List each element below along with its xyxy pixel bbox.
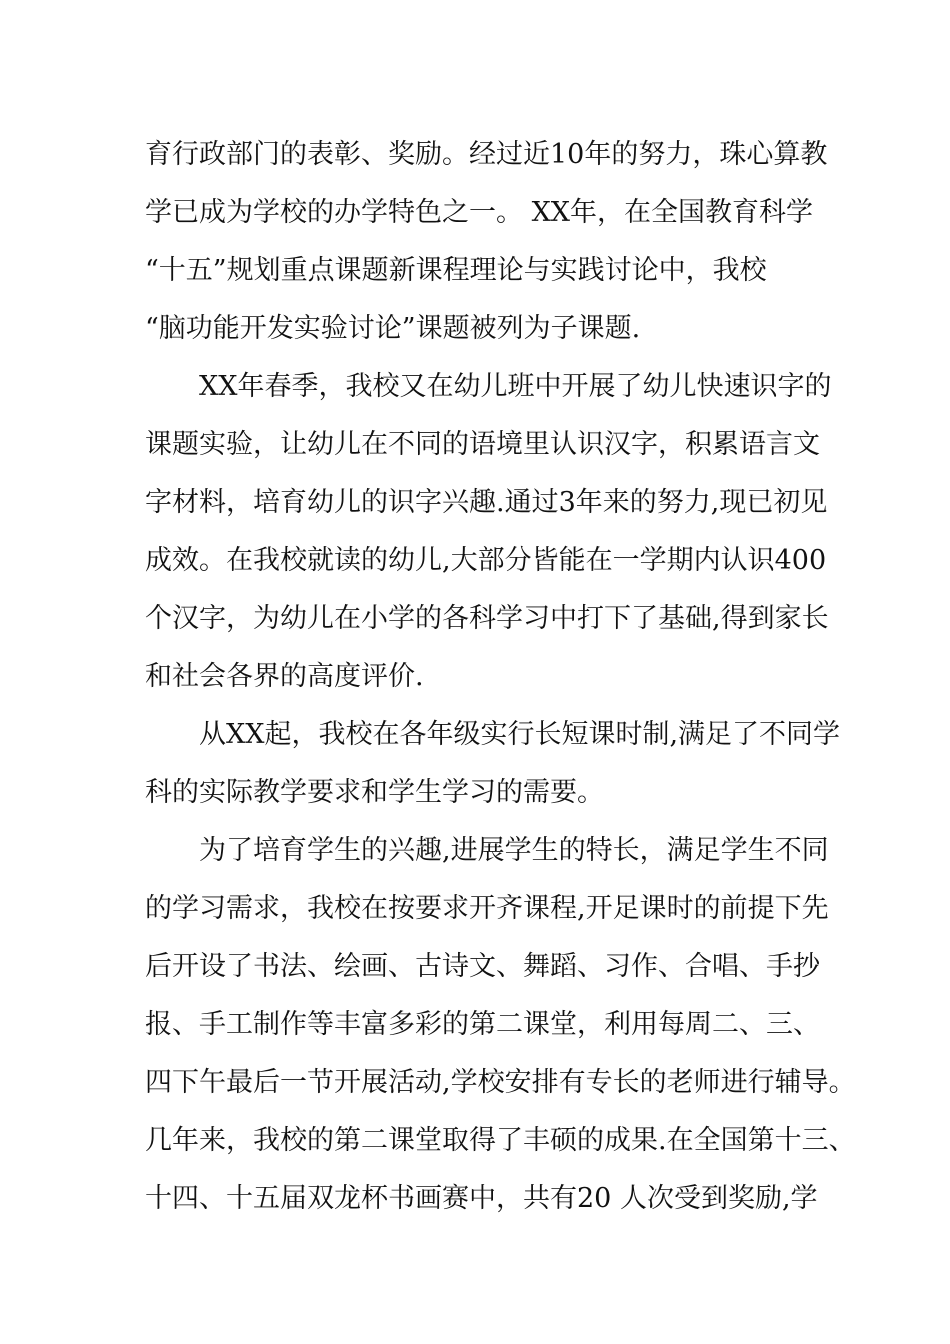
text-line: 十四、十五届双龙杯书画赛中，共有20 人次受到奖励,学 [145, 1183, 818, 1214]
text-line: 和社会各界的高度评价. [145, 661, 424, 692]
text-line: XX年春季，我校又在幼儿班中开展了幼儿快速识字的 [145, 371, 832, 402]
text-line: 育行政部门的表彰、奖励。经过近10年的努力，珠心算教 [145, 139, 828, 170]
text-line: 几年来，我校的第二课堂取得了丰硕的成果.在全国第十三、 [145, 1125, 856, 1156]
text-line: 的学习需求，我校在按要求开齐课程,开足课时的前提下先 [145, 893, 829, 924]
text-line: 后开设了书法、绘画、古诗文、舞蹈、习作、合唱、手抄 [145, 951, 820, 982]
text-line: 科的实际教学要求和学生学习的需要。 [145, 777, 604, 808]
text-line: 个汉字，为幼儿在小学的各科学习中打下了基础,得到家长 [145, 603, 829, 634]
text-line: 字材料，培育幼儿的识字兴趣.通过3年来的努力,现已初见 [145, 487, 828, 518]
text-line: 四下午最后一节开展活动,学校安排有专长的老师进行辅导。 [145, 1067, 856, 1098]
text-line: 课题实验，让幼儿在不同的语境里认识汉字，积累语言文 [145, 429, 820, 460]
text-line: “脑功能开发实验讨论”课题被列为子课题. [145, 313, 641, 344]
text-line: 学已成为学校的办学特色之一。 XX年，在全国教育科学 [145, 197, 814, 228]
text-line: “十五”规划重点课题新课程理论与实践讨论中，我校 [145, 255, 767, 286]
text-line: 从XX起，我校在各年级实行长短课时制,满足了不同学 [145, 719, 841, 750]
body-text [145, 126, 856, 1228]
text-line: 为了培育学生的兴趣,进展学生的特长，满足学生不同 [145, 835, 829, 866]
text-line: 成效。在我校就读的幼儿,大部分皆能在一学期内认识400 [145, 545, 827, 576]
text-line: 报、手工制作等丰富多彩的第二课堂，利用每周二、三、 [145, 1009, 820, 1040]
